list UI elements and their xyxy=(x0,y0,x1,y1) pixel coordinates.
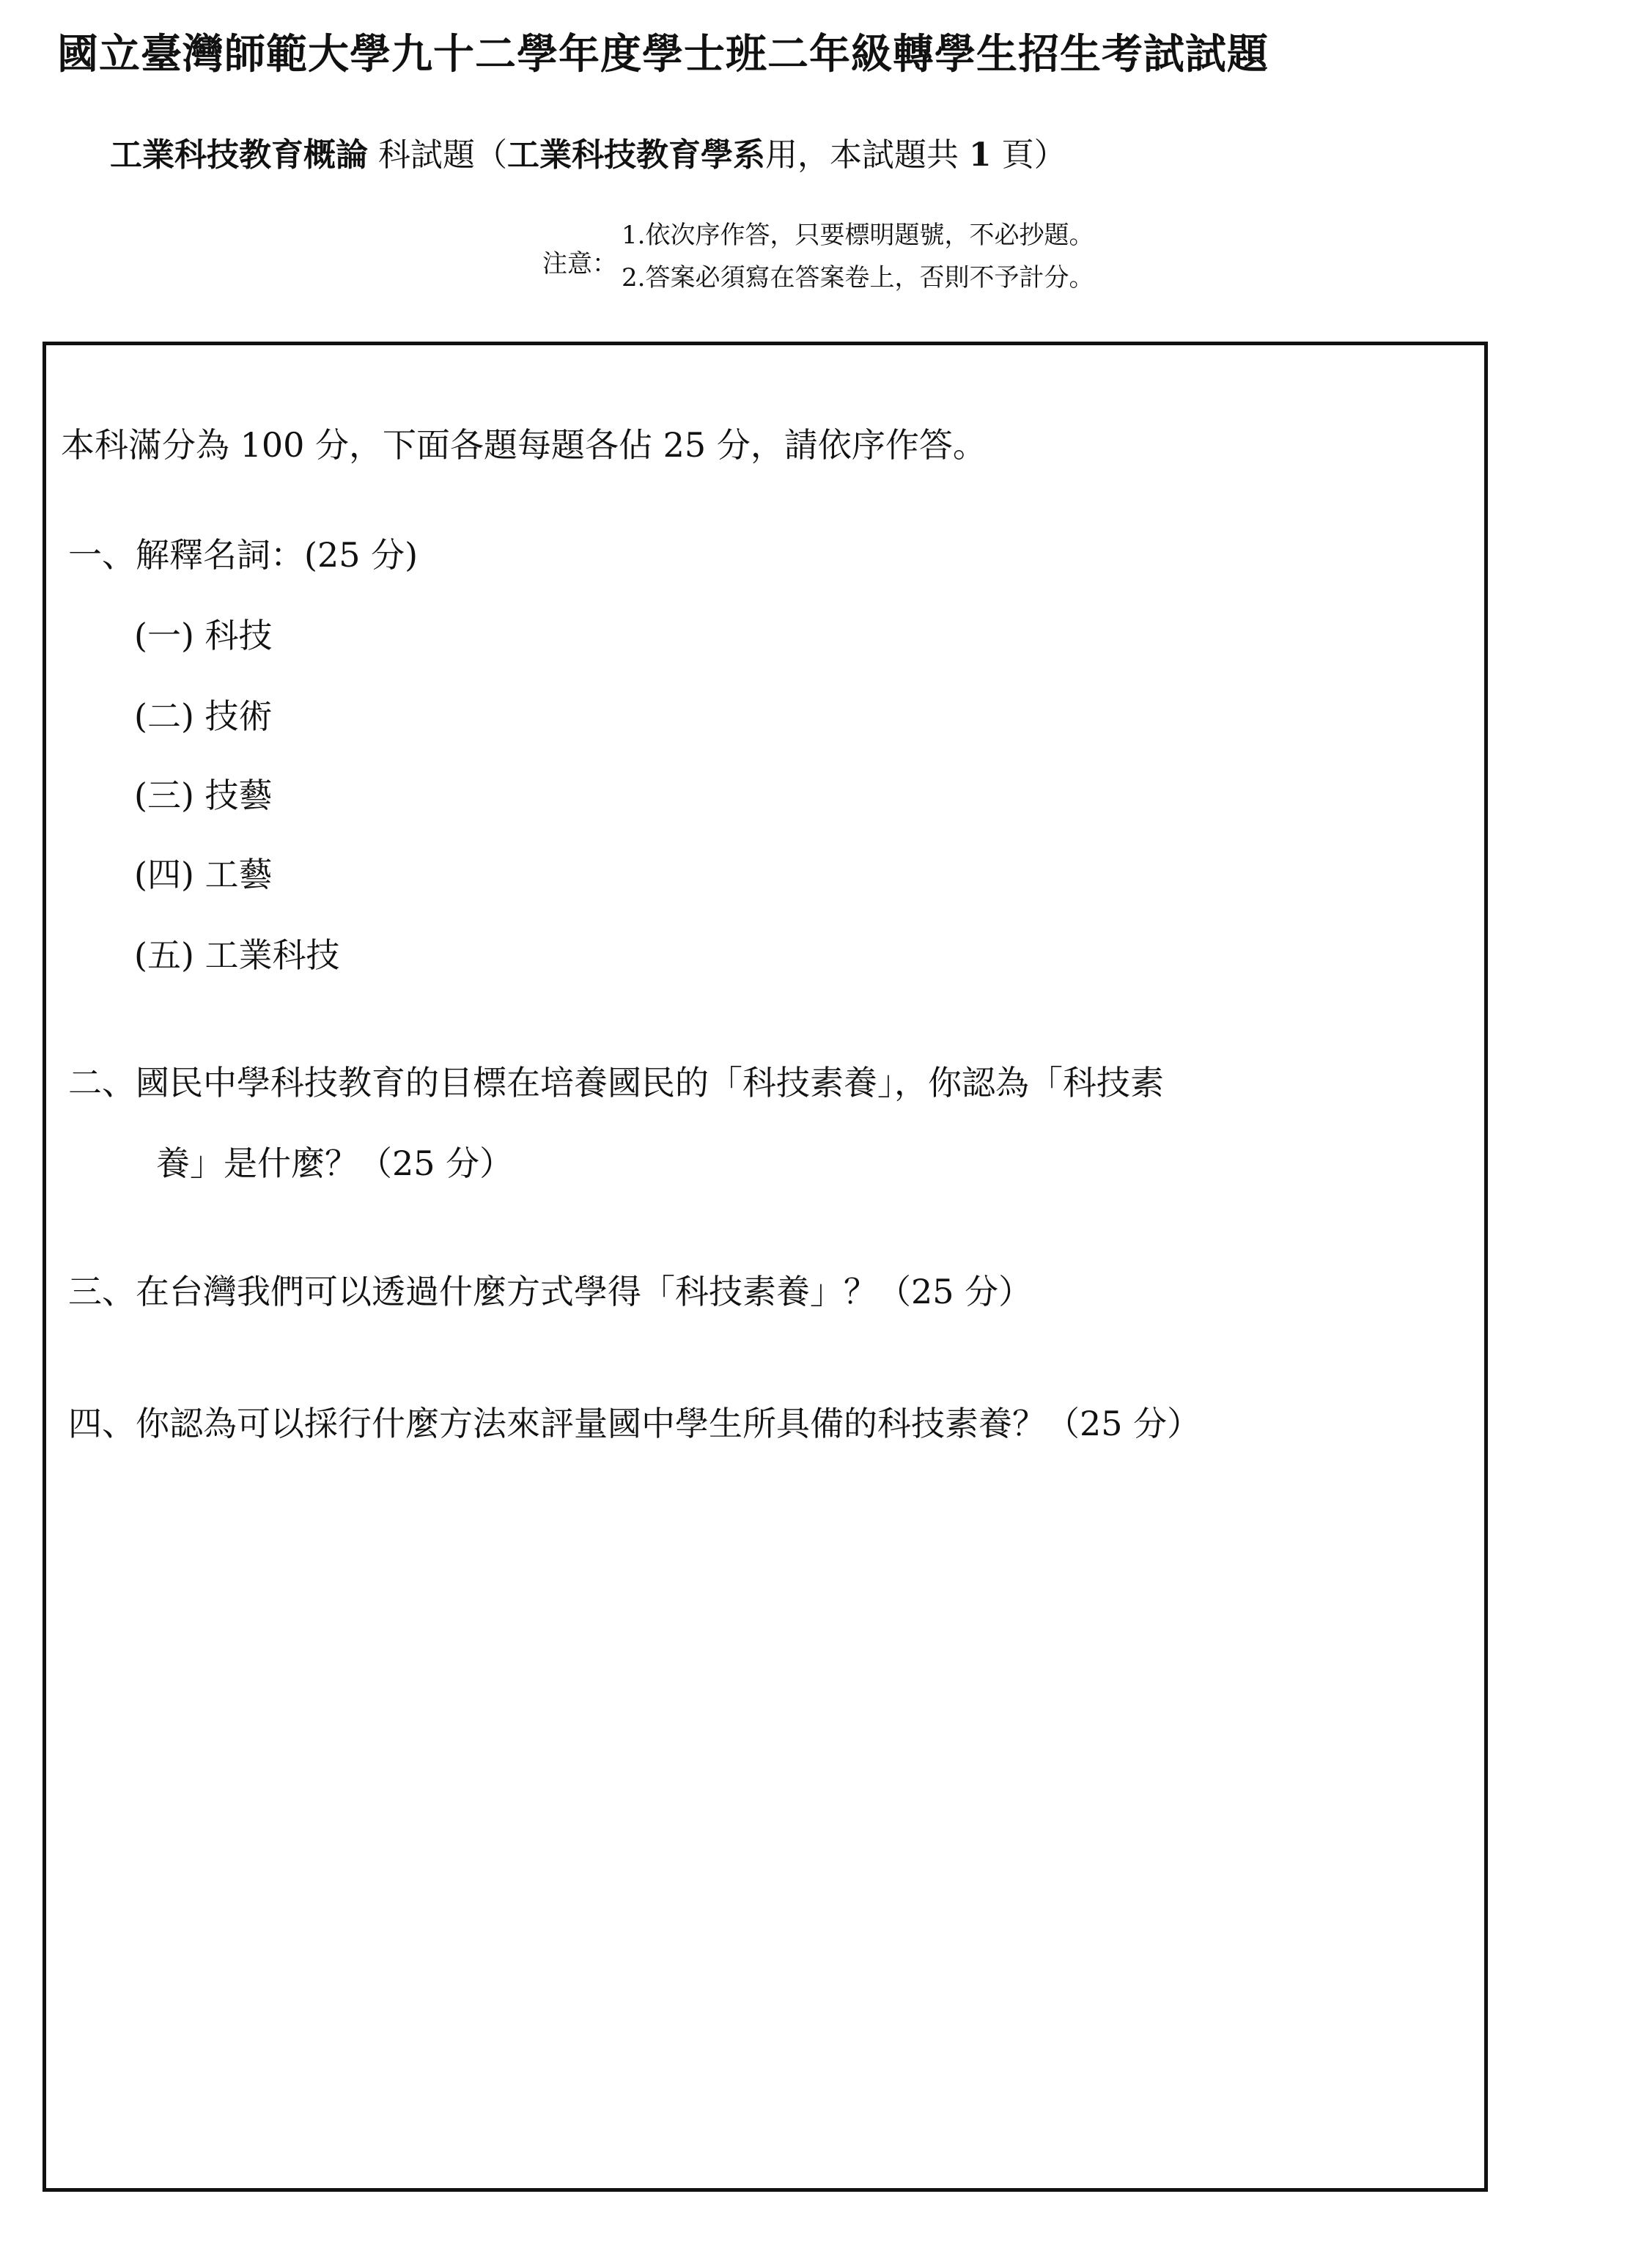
question-1-term: (二) 技術 xyxy=(134,696,273,736)
question-1: 一、解釋名詞：(25 分) xyxy=(68,535,419,575)
page-count: 1 xyxy=(969,136,992,174)
question-1-term: (四) 工藝 xyxy=(134,855,273,894)
subject-suffix: 科試題（ xyxy=(378,136,507,174)
question-4: 四、你認為可以採行什麼方法來評量國中學生所具備的科技素養？（25 分） xyxy=(68,1404,1201,1443)
exam-subtitle xyxy=(110,128,1066,175)
page-suffix: 頁） xyxy=(1001,136,1066,174)
department-suffix: 用，本試題共 xyxy=(765,136,959,174)
exam-question-box xyxy=(43,342,1488,2192)
notice-item: 2.答案必須寫在答案卷上，否則不予計分。 xyxy=(622,263,1094,292)
notice-label: 注意： xyxy=(542,249,617,279)
question-1-term: (五) 工業科技 xyxy=(134,935,340,975)
subject-name: 工業科技教育概論 xyxy=(110,136,368,174)
question-2-line-1: 二、國民中學科技教育的目標在培養國民的「科技素養」，你認為「科技素 xyxy=(68,1063,1164,1102)
question-3: 三、在台灣我們可以透過什麼方式學得「科技素養」？（25 分） xyxy=(68,1272,1033,1311)
question-1-term: (一) 科技 xyxy=(134,616,273,655)
question-1-term: (三) 技藝 xyxy=(134,776,273,815)
department-name: 工業科技教育學系 xyxy=(507,136,765,174)
notice-item: 1.依次序作答，只要標明題號，不必抄題。 xyxy=(622,221,1094,250)
question-2-line-2: 養」是什麼？（25 分） xyxy=(156,1144,514,1183)
exam-intro: 本科滿分為 100 分，下面各題每題各佔 25 分，請依序作答。 xyxy=(61,425,987,465)
exam-title: 國立臺灣師範大學九十二學年度學士班二年級轉學生招生考試試題 xyxy=(57,30,1269,78)
